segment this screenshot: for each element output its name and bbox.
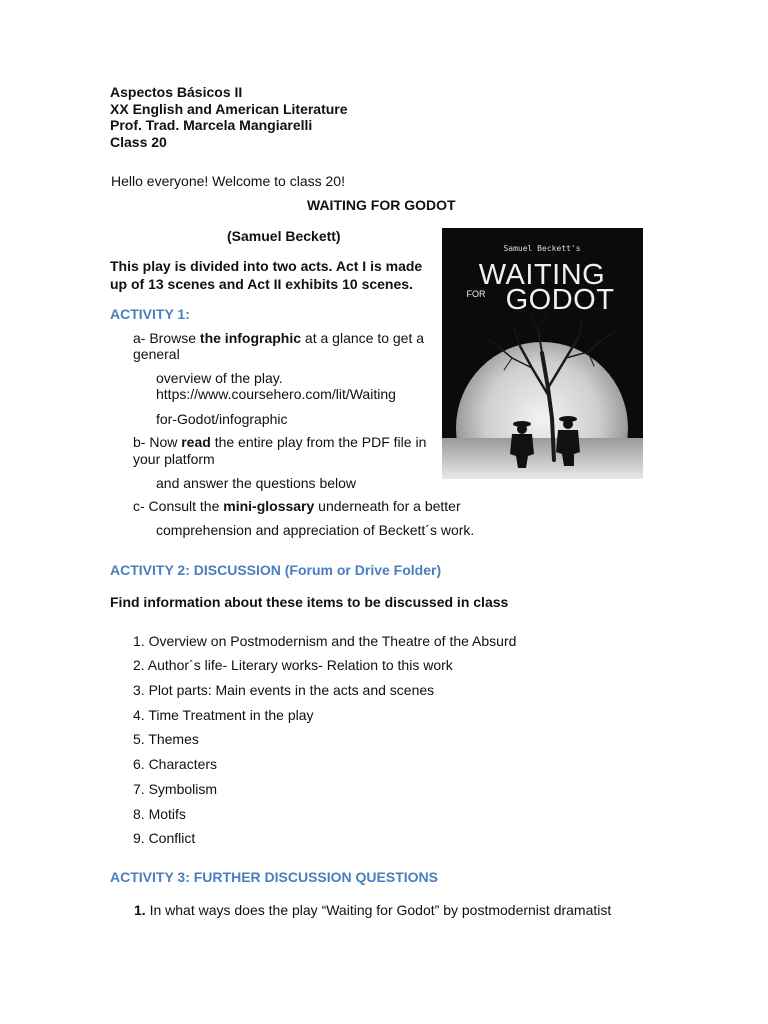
activity-1-heading: ACTIVITY 1: bbox=[110, 306, 190, 322]
list-item: 1. Overview on Postmodernism and the Theatre of the Absurd bbox=[133, 633, 517, 649]
infographic-link-continued[interactable]: for-Godot/infographic bbox=[156, 411, 288, 427]
poster-title-waiting: WAITING bbox=[478, 259, 606, 291]
item-c-emphasis: mini-glossary bbox=[223, 498, 315, 514]
item-b-suffix: the entire play from the PDF file in bbox=[210, 434, 427, 450]
item-a-line-2: general bbox=[133, 346, 180, 362]
item-b-emphasis: read bbox=[181, 434, 211, 450]
class-number: Class 20 bbox=[110, 134, 167, 150]
intro-line-1: This play is divided into two acts. Act I is made bbox=[110, 258, 423, 274]
intro-line-2: up of 13 scenes and Act II exhibits 10 scenes. bbox=[110, 276, 413, 292]
author-name: (Samuel Beckett) bbox=[227, 228, 341, 244]
item-a-line-3: overview of the play. bbox=[156, 370, 283, 386]
list-item: 4. Time Treatment in the play bbox=[133, 707, 314, 723]
activity-2-subheading: Find information about these items to be discussed in class bbox=[110, 594, 509, 610]
activity-1-item-a bbox=[133, 330, 424, 347]
list-item: 6. Characters bbox=[133, 756, 218, 772]
item-a-emphasis: the infographic bbox=[199, 330, 302, 346]
question-1 bbox=[134, 902, 611, 919]
course-name: Aspectos Básicos II bbox=[110, 84, 243, 100]
item-b-line-2: your platform bbox=[133, 451, 215, 467]
question-1-text: In what ways does the play “Waiting for Godot” by postmodernist dramatist bbox=[145, 902, 612, 918]
item-c-prefix: c- Consult the bbox=[133, 498, 224, 514]
poster-title-for: FOR bbox=[466, 289, 486, 299]
activity-1-item-b bbox=[133, 434, 426, 451]
professor-name: Prof. Trad. Marcela Mangiarelli bbox=[110, 117, 313, 133]
activity-1-item-c bbox=[133, 498, 461, 515]
question-1-number: 1. bbox=[134, 902, 146, 918]
list-item: 8. Motifs bbox=[133, 806, 186, 822]
item-c-suffix: underneath for a better bbox=[314, 498, 461, 514]
course-subject: XX English and American Literature bbox=[110, 101, 348, 117]
poster-title-godot: GODOT bbox=[505, 284, 615, 316]
activity-2-heading: ACTIVITY 2: DISCUSSION (Forum or Drive Folder) bbox=[110, 562, 442, 578]
infographic-link[interactable]: https://www.coursehero.com/lit/Waiting bbox=[156, 386, 396, 402]
list-item: 9. Conflict bbox=[133, 830, 196, 846]
poster-author-text: Samuel Beckett's bbox=[503, 244, 581, 253]
item-c-line-2: comprehension and appreciation of Beckett´s work. bbox=[156, 522, 475, 538]
item-a-prefix: a- Browse bbox=[133, 330, 200, 346]
waiting-for-godot-poster-image bbox=[442, 228, 643, 479]
item-b-line-3: and answer the questions below bbox=[156, 475, 357, 491]
list-item: 5. Themes bbox=[133, 731, 199, 747]
item-b-prefix: b- Now bbox=[133, 434, 182, 450]
document-title: WAITING FOR GODOT bbox=[307, 197, 456, 213]
list-item: 7. Symbolism bbox=[133, 781, 218, 797]
list-item: 3. Plot parts: Main events in the acts and scenes bbox=[133, 682, 435, 698]
greeting-text: Hello everyone! Welcome to class 20! bbox=[111, 173, 345, 189]
list-item: 2. Author´s life- Literary works- Relation to this work bbox=[133, 657, 453, 673]
item-a-suffix: at a glance to get a bbox=[301, 330, 425, 346]
activity-3-heading: ACTIVITY 3: FURTHER DISCUSSION QUESTIONS bbox=[110, 869, 438, 885]
